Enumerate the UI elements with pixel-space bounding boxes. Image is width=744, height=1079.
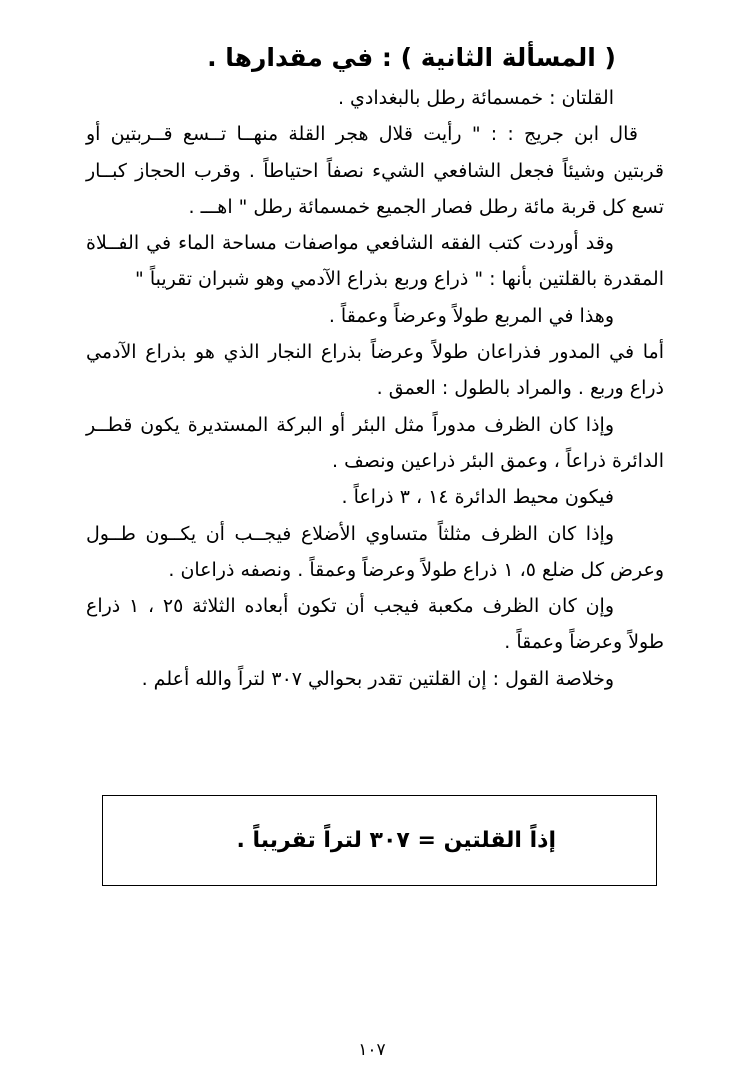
conclusion-text: إذاً القلتين = ٣٠٧ لتراً تقريباً . xyxy=(236,828,556,853)
paragraph-circular-well: وإذا كان الظرف مدوراً مثل البئر أو البركة المستديرة يكون قطــر الدائرة ذراعاً ، وعمق البئر ذراعين ونصف . xyxy=(86,413,664,472)
paragraph-summary: وخلاصة القول : إن القلتين تقدر بحوالي ٣٠٧ لتراً والله أعلم . xyxy=(141,667,614,690)
paragraph-round-container: أما في المدور فذراعان طولاً وعرضاً بذراع النجار الذي هو بذراع الآدمي ذراع وربع . والمراد بالطول : العمق . xyxy=(86,341,664,400)
paragraph-square-dimensions: وهذا في المربع طولاً وعرضاً وعمقاً . xyxy=(328,304,614,327)
body-text xyxy=(86,80,664,697)
paragraph-shafii-specifications: وقد أوردت كتب الفقه الشافعي مواصفات مساحة الماء في الفــلاة المقدرة بالقلتين بأنها : " ذراع وربع بذراع الآدمي وهو شبران تقريباً " xyxy=(86,232,664,291)
paragraph-circumference: فيكون محيط الدائرة ١٤ ، ٣ ذراعاً . xyxy=(341,486,614,509)
paragraph-ibn-jurayj-quote: قال ابن جريج : : " رأيت قلال هجر القلة منهــا تــسع قــربتين أو قربتين وشيئاً فجعل الشافعي الشيء نصفاً احتياطاً . وقرب الحجاز كبــار تسع كل قربة مائة رطل فصار الجميع خمسمائة رطل " اهـــ . xyxy=(86,123,664,218)
conclusion-box xyxy=(102,795,657,886)
paragraph-cube-container: وإن كان الظرف مكعبة فيجب أن تكون أبعاده الثلاثة ٢٥ ، ١ ذراع طولاً وعرضاً وعمقاً . xyxy=(86,595,664,654)
paragraph-qullatan-definition: القلتان : خمسمائة رطل بالبغدادي . xyxy=(337,87,614,109)
paragraph-triangle-container: وإذا كان الظرف مثلثاً متساوي الأضلاع فيجــب أن يكــون طــول وعرض كل ضلع ٥، ١ ذراع طولاً وعرضاً وعمقاً . ونصفه ذراعان . xyxy=(86,522,664,581)
section-heading: ( المسألة الثانية ) : في مقدارها . xyxy=(207,43,616,72)
page-number: ١٠٧ xyxy=(358,1040,386,1060)
